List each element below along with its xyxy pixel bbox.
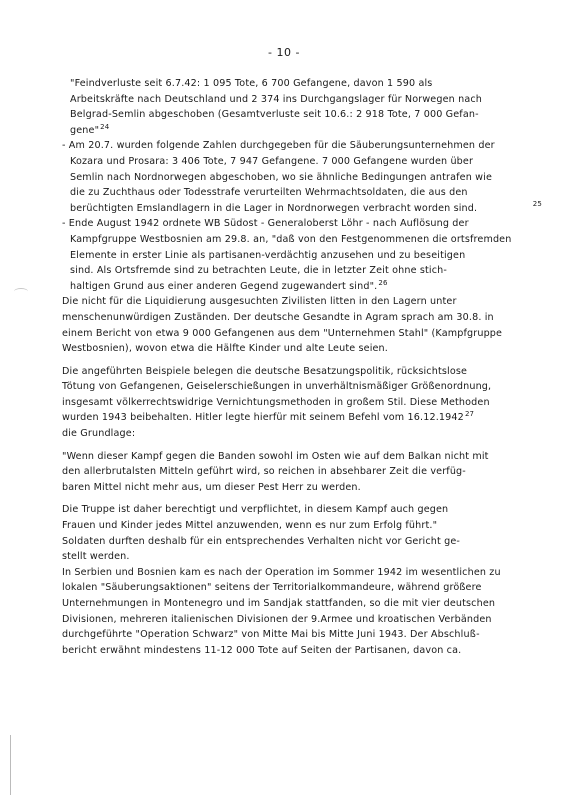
line-text: "Feindverluste seit 6.7.42: 1 095 Tote, 6 700 Gefangene, davon 1 590 als — [70, 78, 433, 89]
text-line — [62, 107, 532, 123]
text-line — [62, 480, 532, 496]
line-text: Die nicht für die Liquidierung ausgesuchten Zivilisten litten in den Lagern unter — [62, 296, 457, 308]
text-line — [62, 138, 532, 154]
line-text: sind. Als Ortsfremde sind zu betrachten Leute, die in letzter Zeit ohne stich- — [70, 265, 447, 277]
text-line — [62, 216, 532, 232]
text-line — [62, 612, 532, 628]
paragraph-gap — [62, 442, 532, 449]
line-text: berüchtigten Emslandlagern in die Lager in Nordnorwegen verbracht worden sind. — [70, 202, 478, 214]
text-line — [62, 426, 532, 442]
line-text: haltigen Grund aus einer anderen Gegend zugewandert sind". — [70, 280, 378, 292]
line-text: Arbeitskräfte nach Deutschland und 2 374 ins Durchgangslager für Norwegen nach — [70, 93, 482, 105]
paragraph-gap — [62, 357, 532, 364]
line-text: stellt werden. — [62, 551, 130, 563]
line-text: - Ende August 1942 ordnete WB Südost - Generaloberst Löhr - nach Auflösung der — [62, 218, 469, 230]
text-line — [62, 596, 532, 612]
text-line — [62, 627, 532, 643]
page-number: - 10 - — [268, 46, 300, 59]
line-text: "Wenn dieser Kampf gegen die Banden sowohl im Osten wie auf dem Balkan nicht mit — [62, 450, 489, 462]
line-text: Semlin nach Nordnorwegen abgeschoben, wo sie ähnliche Bedingungen antrafen wie — [70, 171, 493, 183]
text-line — [62, 154, 532, 170]
footnote-marker: 26 — [378, 278, 388, 287]
text-line — [62, 464, 532, 480]
text-line — [62, 395, 532, 411]
line-text: - Am 20.7. wurden folgende Zahlen durchgegeben für die Säuberungsunternehmen der — [62, 140, 495, 152]
text-line — [62, 580, 532, 596]
line-text: lokalen "Säuberungsaktionen" seitens der Territorialkommandeure, während größere — [62, 582, 482, 594]
line-text: Die Truppe ist daher berechtigt und verpflichtet, in diesem Kampf auch gegen — [62, 504, 449, 516]
line-text: baren Mittel nicht mehr aus, um dieser Pest Herr zu werden. — [62, 481, 361, 493]
text-line — [62, 263, 532, 279]
text-line — [62, 410, 532, 426]
text-line — [62, 534, 532, 550]
text-line — [62, 643, 532, 659]
text-line — [62, 199, 542, 217]
footnote-marker: 24 — [100, 122, 110, 131]
line-text: Kozara und Prosara: 3 406 Tote, 7 947 Gefangene. 7 000 Gefangene wurden über — [70, 155, 474, 167]
line-text: Tötung von Gefangenen, Geiselerschießungen in unverhältnismäßiger Größenordnung, — [62, 381, 492, 393]
text-line — [62, 518, 532, 534]
text-line — [62, 549, 532, 565]
line-text: einem Bericht von etwa 9 000 Gefangenen aus dem "Unternehmen Stahl" (Kampfgruppe — [62, 327, 503, 339]
line-text: menschenunwürdigen Zuständen. Der deutsche Gesandte in Agram sprach am 30.8. in — [62, 311, 494, 323]
line-text: insgesamt völkerrechtswidrige Vernichtungsmethoden in großem Stil. Diese Methoden — [62, 396, 490, 408]
footnote-marker: 27 — [464, 410, 475, 419]
footnote-marker: 25 — [532, 199, 542, 208]
text-line — [62, 279, 532, 295]
scan-edge-line — [10, 735, 11, 795]
line-text: durchgeführte "Operation Schwarz" von Mitte Mai bis Mitte Juni 1943. Der Abschluß- — [62, 629, 480, 641]
text-line — [62, 341, 532, 357]
line-text: Soldaten durften deshalb für ein entsprechendes Verhalten nicht vor Gericht ge- — [62, 535, 461, 547]
line-text: gene" — [70, 124, 100, 136]
line-text: die zu Zuchthaus oder Todesstrafe verurteilten Wehrmachtsoldaten, die aus den — [70, 187, 468, 199]
line-text: Westbosnien), wovon etwa die Hälfte Kinder und alte Leute seien. — [62, 343, 388, 355]
line-text: den allerbrutalsten Mitteln geführt wird, so reichen in absehbarer Zeit die verfüg- — [62, 466, 466, 478]
text-line — [62, 502, 532, 518]
line-text: In Serbien und Bosnien kam es nach der Operation im Sommer 1942 im wesentlichen zu — [62, 566, 501, 578]
text-line — [62, 248, 532, 264]
line-text: wurden 1943 beibehalten. Hitler legte hierfür mit seinem Befehl vom 16.12.1942 — [62, 412, 464, 424]
text-line — [62, 123, 532, 139]
text-line — [62, 379, 532, 395]
line-text: die Grundlage: — [62, 428, 136, 440]
line-text: Belgrad-Semlin abgeschoben (Gesamtverluste seit 10.6.: 2 918 Tote, 7 000 Gefan- — [70, 109, 479, 121]
line-text: Unternehmungen in Montenegro und im Sandjak stattfanden, so die mit vier deutschen — [62, 598, 496, 609]
line-text: Kampfgruppe Westbosnien am 29.8. an, "daß von den Festgenommenen die ortsfremden — [70, 233, 512, 245]
line-text: Elemente in erster Linie als partisanen-verdächtig anzusehen und zu beseitigen — [70, 249, 466, 261]
line-text: Divisionen, mehreren italienischen Divisionen der 9.Armee und kroatischen Verbänden — [62, 613, 492, 625]
text-line — [62, 232, 532, 248]
line-text: bericht erwähnt mindestens 11-12 000 Tote auf Seiten der Partisanen, davon ca. — [62, 644, 462, 656]
text-line — [62, 170, 532, 186]
document-body — [62, 76, 542, 658]
text-line — [62, 449, 532, 465]
text-line — [62, 76, 532, 92]
text-line — [62, 310, 532, 326]
text-line — [62, 92, 532, 108]
paragraph-gap — [62, 495, 532, 502]
text-line — [62, 565, 532, 581]
line-text: Frauen und Kinder jedes Mittel anzuwenden, wenn es nur zum Erfolg führt." — [62, 520, 438, 532]
text-line — [62, 294, 532, 310]
scan-mark-left — [14, 288, 28, 295]
text-line — [62, 185, 532, 201]
line-text: Die angeführten Beispiele belegen die deutsche Besatzungspolitik, rücksichtslose — [62, 365, 468, 377]
text-line — [62, 364, 532, 380]
text-line — [62, 326, 532, 342]
